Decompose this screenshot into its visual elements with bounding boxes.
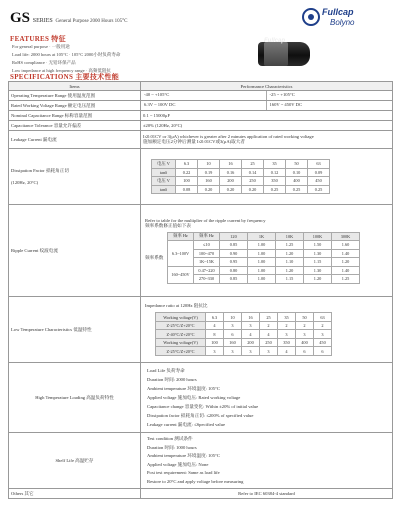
shelf-line: Post test requirement: Same as load life	[147, 470, 220, 475]
hightemp-line: Ambient temperature 环境温度: 105°C	[147, 386, 220, 391]
series-word: SERIES	[32, 18, 53, 24]
feature-item: RoHS compliance · 无铅环保产品	[12, 60, 76, 65]
spec-label: Leakage Current 漏电流	[9, 131, 141, 149]
spec-header-item: Items	[9, 82, 141, 91]
spec-row-tolerance	[9, 121, 393, 131]
specifications-title: SPECIFICATIONS 主要技术性能	[10, 73, 120, 81]
logo-text-primary: Fullcap	[322, 7, 354, 17]
spec-row-capacitance	[9, 111, 393, 121]
ripple-note: 频率系数修正值如下表	[145, 222, 191, 228]
series-heading	[10, 10, 128, 27]
spec-header-row	[9, 82, 393, 91]
spec-row-operating	[9, 91, 393, 101]
ripple-row: 100~470 0.90 1.00 1.20 1.30 1.40	[168, 249, 360, 258]
features-list	[12, 43, 257, 75]
lowtemp-ratio-row: Z-25°C/Z+20°C 4 3 3 2 2 2 2	[156, 321, 332, 330]
spec-row-dissipation	[9, 149, 393, 205]
feature-item: Load life: 2000 hours at 105°C · 105°C 2000小时负荷寿命	[12, 52, 121, 57]
brand-logo	[300, 6, 388, 30]
lowtemp-note: Impedance ratio at 120Hz 阻抗比	[145, 303, 208, 309]
spec-row-ripple	[9, 205, 393, 297]
logo-mark-icon	[302, 8, 320, 26]
spec-sublabel: (120Hz, 20°C)	[11, 180, 39, 185]
spec-value: 0.1 ~ 15000μF	[141, 111, 393, 121]
specifications-table	[8, 81, 393, 499]
spec-row-shelf	[9, 433, 393, 489]
spec-row-lowtemp	[9, 297, 393, 363]
spec-label: Operating Temperature Range 使用温度范围	[9, 91, 141, 101]
shelf-line: Applied voltage 施加电压: None	[147, 461, 209, 467]
series-code: GS	[10, 10, 31, 26]
df-voltage-row-2: 电压 V 100 160 200 250 350 400 450	[152, 177, 330, 186]
ripple-sublabel: 频率系数	[145, 254, 164, 260]
spec-value: I≤0.01CV or 3(μA) whichever is greater after 2 minutes application of rated working voltage	[143, 134, 314, 139]
spec-row-leakage	[9, 131, 393, 149]
feature-item: For general purpose · 一般用途	[12, 44, 70, 49]
spec-row-others	[9, 489, 393, 499]
features-title: FEATURES 特征	[10, 35, 66, 43]
ripple-row: 160~450V 0.47~220 0.80 1.00 1.20 1.30 1.40	[168, 266, 360, 275]
spec-label: Dissipation Factor 损耗角正切	[11, 168, 69, 173]
lowtemp-ratio-row: Z-40°C/Z+20°C 8 6 4 4 3 3 3	[156, 330, 332, 339]
ripple-head-row: 频率 Hz 频率 Hz 120 1K 10K 100K 300K	[168, 232, 360, 241]
spec-label: Low Temperature Characteristics 低温特性	[9, 297, 141, 363]
spec-label: Rated Working Voltage Range 额定电压范围	[9, 101, 141, 111]
capacitor-image	[258, 36, 314, 70]
hightemp-line: Applied voltage 施加电压: Rated working voltage	[147, 395, 241, 400]
spec-header-performance: Performance Characteristics	[141, 82, 393, 91]
lowtemp-ratio-row: Z-25°C/Z+20°C 3 3 3 3 4 6 6	[156, 347, 332, 356]
spec-row-voltage	[9, 101, 393, 111]
spec-value: 160V ~ 450V DC	[269, 102, 303, 107]
spec-value: ±20% (120Hz, 20°C)	[141, 121, 393, 131]
logo-text-secondary: Bolyno	[330, 18, 355, 27]
shelf-line: Ambient temperature 环境温度: 105°C	[147, 453, 220, 458]
lowtemp-table	[155, 312, 332, 356]
hightemp-line: Leakage current 漏电流: ≤Specified value	[147, 422, 226, 427]
ripple-note: Refer to table for the multiplier of the ripple current by frequency	[145, 217, 266, 223]
spec-label: High Temperature Loading 高温负荷特性	[9, 363, 141, 433]
spec-label: Others 其它	[9, 489, 141, 499]
ripple-row: 270~330 0.85 1.00 1.15 1.20 1.25	[168, 275, 360, 284]
spec-value: 施加额定电压2分钟后测量 I≤0.01CV或3(μA)取大者	[143, 139, 245, 144]
ripple-row: 1K~15K 0.95 1.00 1.10 1.15 1.20	[168, 258, 360, 267]
spec-value: -25 ~ +105°C	[269, 92, 295, 97]
lowtemp-voltage-row: Working voltage(V) 6.3 10 16 25 35 50 63	[156, 313, 332, 322]
hightemp-line: Dissipation factor 损耗角正切: ≤200% of specified value	[147, 413, 254, 418]
hightemp-line: Duration 时间: 2000 hours	[147, 377, 197, 382]
hightemp-line: Load Life 负荷寿命	[147, 368, 185, 373]
ripple-table	[167, 232, 360, 284]
df-tan-row-2: tanδ 0.08 0.20 0.20 0.20 0.25 0.25 0.25	[152, 185, 330, 194]
spec-label: Shelf Life 高温贮存	[9, 433, 141, 489]
capacitor-polarity-band	[264, 42, 288, 66]
dissipation-table	[151, 159, 330, 194]
spec-row-hightemp	[9, 363, 393, 433]
spec-value: -40 ~ +105°C	[141, 91, 267, 100]
page-header	[6, 6, 394, 30]
shelf-line: Restore to 20°C and apply voltage before measuring	[147, 478, 244, 484]
hightemp-line: Capacitance change 容量变化: Within ±20% of initial value	[147, 404, 259, 409]
ripple-row: 6.3~100V ≤10 0.85 1.00 1.25 1.50 1.60	[168, 241, 360, 250]
df-voltage-row: 电压 V 6.3 10 16 25 35 50 63	[152, 160, 330, 169]
spec-label: Ripple Current 纹波电流	[9, 205, 141, 297]
capacitor-brand-text: Fullcap	[264, 38, 286, 44]
spec-label: Nominal Capacitance Range 标称容量范围	[9, 111, 141, 121]
series-description: General Purpose 2000 Hours 105°C	[55, 19, 128, 24]
spec-label: Capacitance Tolerance 容量允许偏差	[9, 121, 141, 131]
lowtemp-voltage-row-2: Working voltage(V) 100 160 200 250 350 400 450	[156, 338, 332, 347]
feature-item: Low impedance at high frequency range · 高频低阻抗	[12, 68, 111, 73]
spec-value: Refer to IEC 60384-4 standard	[141, 489, 393, 499]
spec-value: 6.3V ~ 100V DC	[141, 101, 267, 110]
df-tan-row: tanδ 0.22 0.19 0.16 0.14 0.12 0.10 0.09	[152, 168, 330, 177]
shelf-line: Duration 时间: 1000 hours	[147, 444, 197, 450]
shelf-line: Test condition 测试条件	[147, 436, 193, 441]
